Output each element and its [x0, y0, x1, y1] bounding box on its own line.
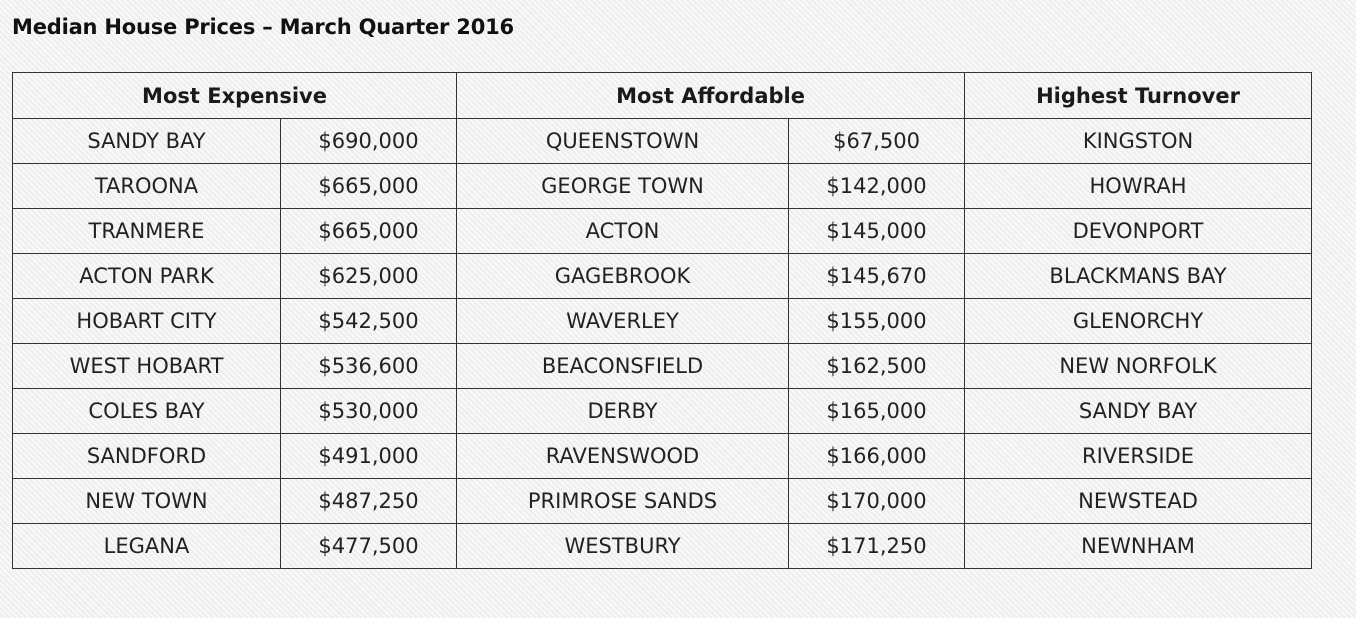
highest-turnover-suburb-cell: SANDY BAY [965, 389, 1312, 434]
most-expensive-suburb-cell: COLES BAY [13, 389, 281, 434]
highest-turnover-suburb-cell: BLACKMANS BAY [965, 254, 1312, 299]
header-row [13, 73, 1312, 119]
table-header [13, 73, 1312, 119]
most-expensive-price-cell: $487,250 [281, 479, 457, 524]
table-row [13, 434, 1312, 479]
table-row [13, 389, 1312, 434]
most-affordable-suburb-cell: ACTON [457, 209, 789, 254]
most-affordable-price-cell: $170,000 [789, 479, 965, 524]
most-affordable-suburb-cell: RAVENSWOOD [457, 434, 789, 479]
highest-turnover-suburb-cell: RIVERSIDE [965, 434, 1312, 479]
table-row [13, 254, 1312, 299]
page-title: Median House Prices – March Quarter 2016 [12, 15, 514, 39]
most-affordable-suburb-cell: QUEENSTOWN [457, 119, 789, 164]
most-expensive-suburb-cell: NEW TOWN [13, 479, 281, 524]
most-expensive-suburb-cell: TRANMERE [13, 209, 281, 254]
most-affordable-suburb-cell: GEORGE TOWN [457, 164, 789, 209]
most-affordable-suburb-cell: DERBY [457, 389, 789, 434]
table-row [13, 164, 1312, 209]
table-row [13, 344, 1312, 389]
most-expensive-price-cell: $665,000 [281, 164, 457, 209]
highest-turnover-suburb-cell: DEVONPORT [965, 209, 1312, 254]
table-row [13, 209, 1312, 254]
highest-turnover-suburb-cell: HOWRAH [965, 164, 1312, 209]
most-affordable-price-cell: $142,000 [789, 164, 965, 209]
header-most-affordable: Most Affordable [457, 73, 965, 119]
most-expensive-suburb-cell: HOBART CITY [13, 299, 281, 344]
most-affordable-price-cell: $145,670 [789, 254, 965, 299]
most-expensive-price-cell: $690,000 [281, 119, 457, 164]
most-affordable-suburb-cell: WAVERLEY [457, 299, 789, 344]
most-expensive-suburb-cell: WEST HOBART [13, 344, 281, 389]
most-expensive-suburb-cell: ACTON PARK [13, 254, 281, 299]
most-affordable-suburb-cell: WESTBURY [457, 524, 789, 569]
most-expensive-price-cell: $542,500 [281, 299, 457, 344]
most-expensive-suburb-cell: LEGANA [13, 524, 281, 569]
highest-turnover-suburb-cell: NEWSTEAD [965, 479, 1312, 524]
most-expensive-price-cell: $536,600 [281, 344, 457, 389]
most-expensive-suburb-cell: SANDFORD [13, 434, 281, 479]
most-affordable-price-cell: $145,000 [789, 209, 965, 254]
most-expensive-price-cell: $491,000 [281, 434, 457, 479]
most-expensive-price-cell: $665,000 [281, 209, 457, 254]
header-highest-turnover: Highest Turnover [965, 73, 1312, 119]
most-expensive-suburb-cell: TAROONA [13, 164, 281, 209]
table-row [13, 524, 1312, 569]
header-most-expensive: Most Expensive [13, 73, 457, 119]
most-affordable-suburb-cell: GAGEBROOK [457, 254, 789, 299]
most-affordable-price-cell: $166,000 [789, 434, 965, 479]
table-body [13, 119, 1312, 569]
most-expensive-price-cell: $477,500 [281, 524, 457, 569]
most-affordable-suburb-cell: BEACONSFIELD [457, 344, 789, 389]
most-affordable-price-cell: $171,250 [789, 524, 965, 569]
most-affordable-suburb-cell: PRIMROSE SANDS [457, 479, 789, 524]
table-row [13, 479, 1312, 524]
highest-turnover-suburb-cell: KINGSTON [965, 119, 1312, 164]
highest-turnover-suburb-cell: NEWNHAM [965, 524, 1312, 569]
table-row [13, 299, 1312, 344]
table-row [13, 119, 1312, 164]
most-expensive-price-cell: $530,000 [281, 389, 457, 434]
highest-turnover-suburb-cell: NEW NORFOLK [965, 344, 1312, 389]
highest-turnover-suburb-cell: GLENORCHY [965, 299, 1312, 344]
most-affordable-price-cell: $165,000 [789, 389, 965, 434]
most-expensive-suburb-cell: SANDY BAY [13, 119, 281, 164]
prices-table [12, 72, 1312, 569]
most-affordable-price-cell: $67,500 [789, 119, 965, 164]
most-expensive-price-cell: $625,000 [281, 254, 457, 299]
most-affordable-price-cell: $162,500 [789, 344, 965, 389]
most-affordable-price-cell: $155,000 [789, 299, 965, 344]
